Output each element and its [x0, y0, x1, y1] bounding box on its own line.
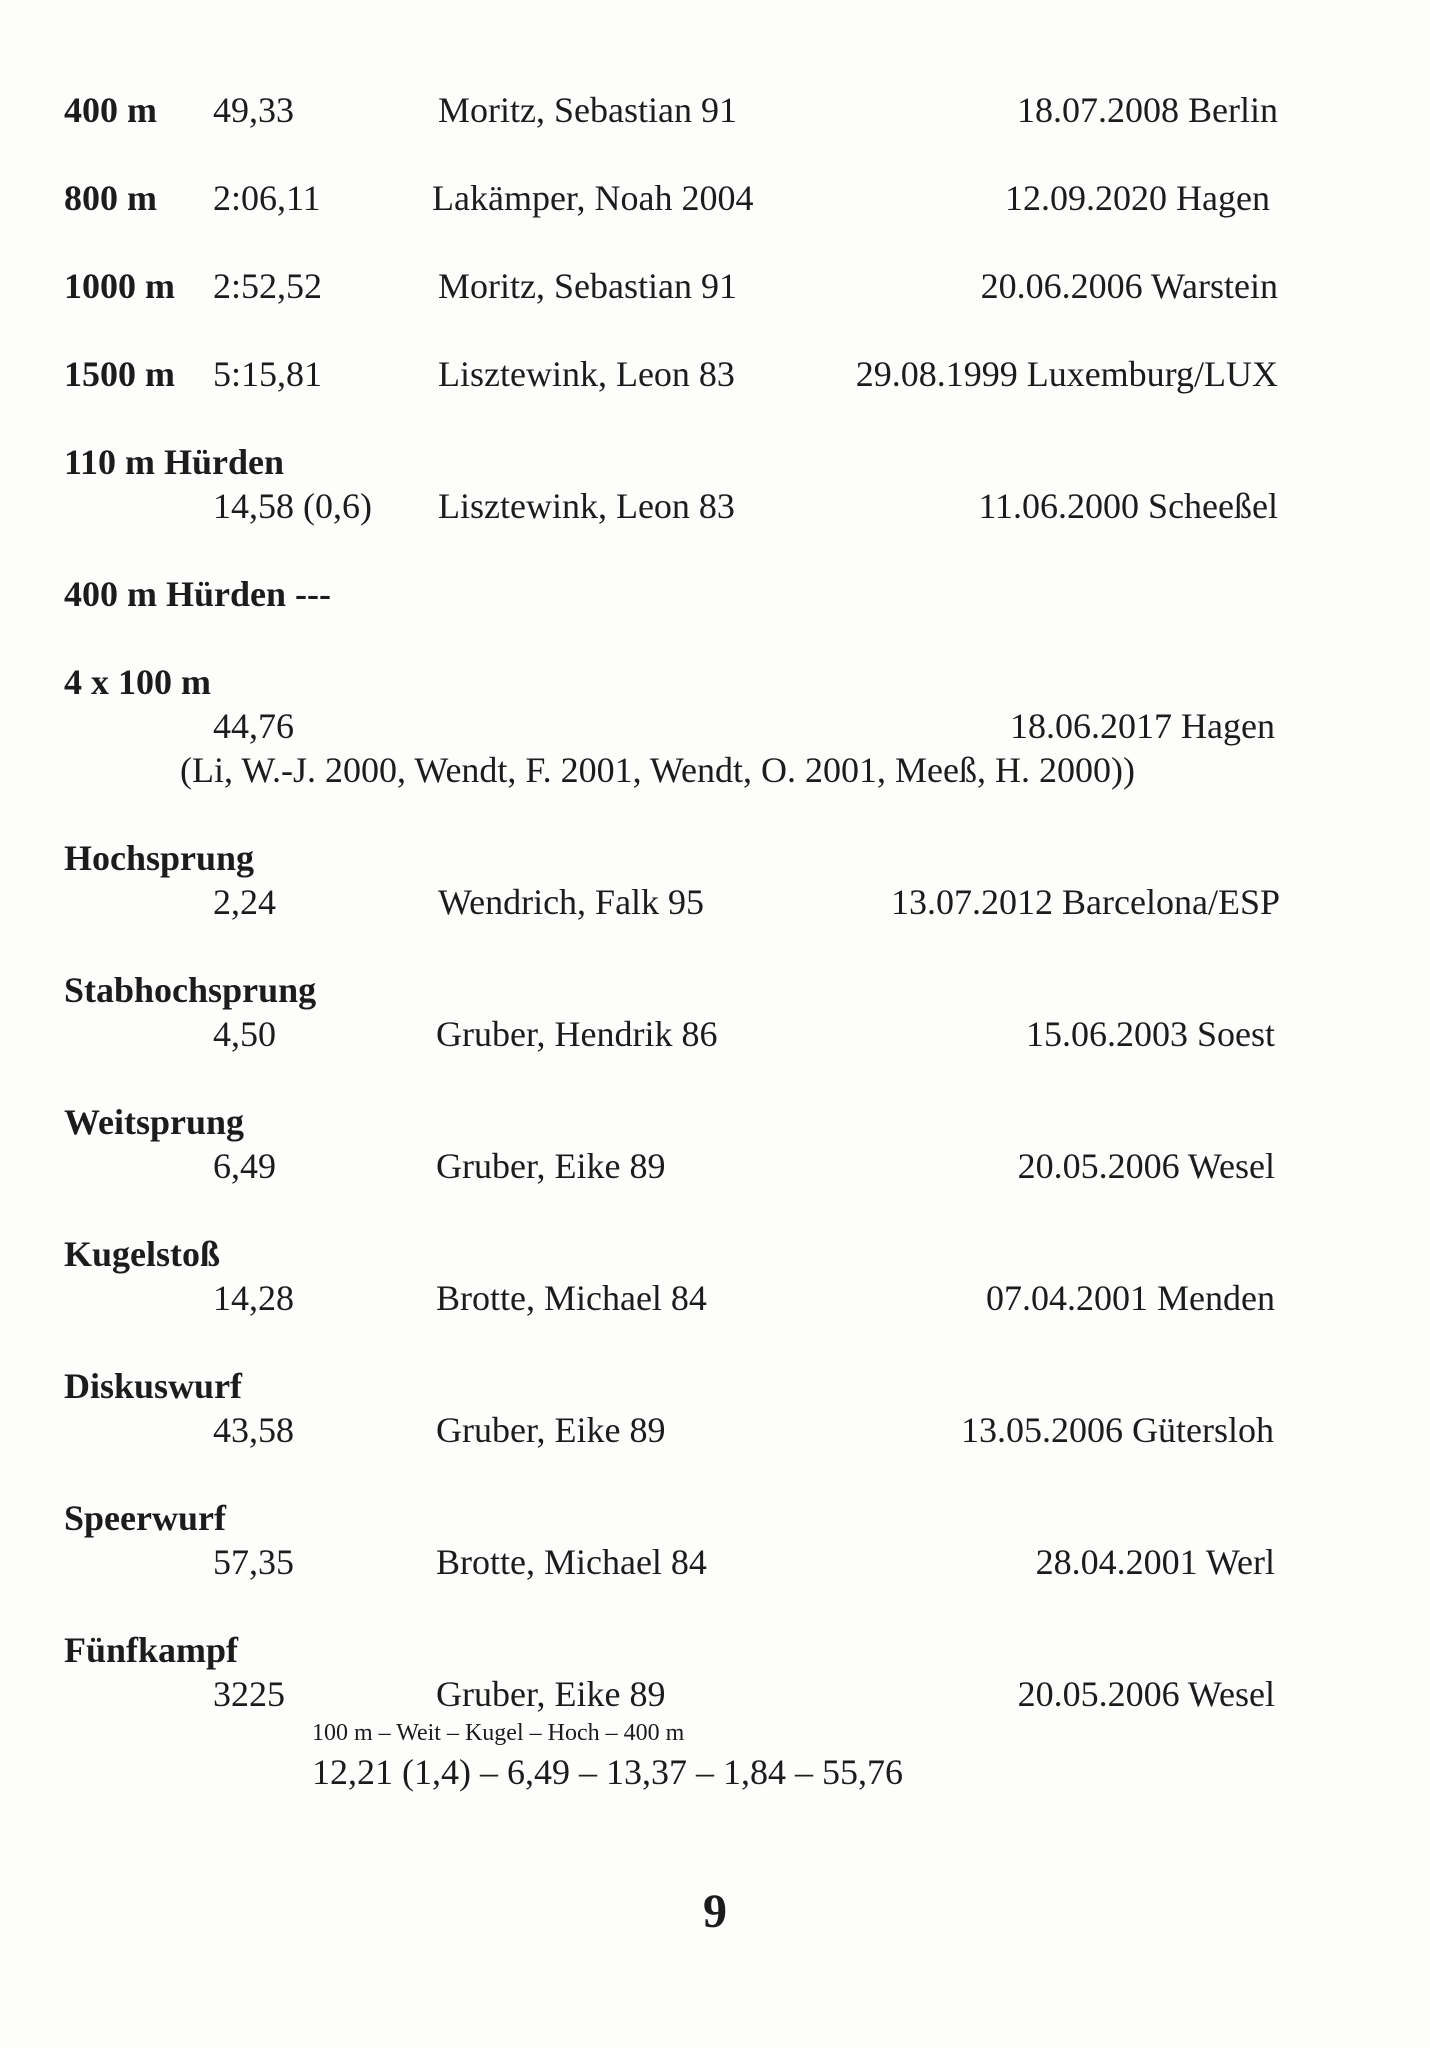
date-place-1500m: 29.08.1999 Luxemburg/LUX — [855, 354, 1278, 394]
event-1500m: 1500 m — [64, 354, 175, 394]
result-diskuswurf: 43,58 — [213, 1410, 294, 1450]
result-weitsprung: 6,49 — [213, 1146, 276, 1186]
athlete-stabhochsprung: Gruber, Hendrik 86 — [436, 1014, 718, 1054]
athlete-1500m: Lisztewink, Leon 83 — [438, 354, 735, 394]
result-speerwurf: 57,35 — [213, 1542, 294, 1582]
result-hochsprung: 2,24 — [213, 882, 276, 922]
date-place-400m: 18.07.2008 Berlin — [1017, 90, 1278, 130]
relay-team: (Li, W.-J. 2000, Wendt, F. 2001, Wendt, O. 2001, Meeß, H. 2000)) — [180, 750, 1135, 790]
athlete-1000m: Moritz, Sebastian 91 — [438, 266, 737, 306]
result-relay: 44,76 — [213, 706, 294, 746]
athlete-speerwurf: Brotte, Michael 84 — [436, 1542, 707, 1582]
date-place-speerwurf: 28.04.2001 Werl — [1035, 1542, 1275, 1582]
result-1000m: 2:52,52 — [213, 266, 323, 306]
event-diskuswurf: Diskuswurf — [64, 1366, 243, 1406]
date-place-weitsprung: 20.05.2006 Wesel — [1017, 1146, 1275, 1186]
event-hochsprung: Hochsprung — [64, 838, 255, 878]
athlete-110m-hurdles: Lisztewink, Leon 83 — [438, 486, 735, 526]
fuenfkampf-disciplines: 100 m – Weit – Kugel – Hoch – 400 m — [312, 1720, 685, 1746]
event-relay: 4 x 100 m — [64, 662, 211, 702]
date-place-hochsprung: 13.07.2012 Barcelona/ESP — [891, 882, 1280, 922]
page-number: 9 — [703, 1885, 727, 1938]
date-place-800m: 12.09.2020 Hagen — [1005, 178, 1270, 218]
date-place-kugelstoss: 07.04.2001 Menden — [986, 1278, 1275, 1318]
event-fuenfkampf: Fünfkampf — [64, 1630, 239, 1670]
event-400m: 400 m — [64, 90, 157, 130]
athlete-fuenfkampf: Gruber, Eike 89 — [436, 1674, 666, 1714]
result-110m-hurdles: 14,58 (0,6) — [213, 486, 372, 526]
event-stabhochsprung: Stabhochsprung — [64, 970, 317, 1010]
date-place-110m-hurdles: 11.06.2000 Scheeßel — [978, 486, 1278, 526]
date-place-stabhochsprung: 15.06.2003 Soest — [1025, 1014, 1275, 1054]
event-kugelstoss: Kugelstoß — [64, 1234, 221, 1274]
date-place-fuenfkampf: 20.05.2006 Wesel — [1017, 1674, 1275, 1714]
athlete-hochsprung: Wendrich, Falk 95 — [438, 882, 705, 922]
athlete-weitsprung: Gruber, Eike 89 — [436, 1146, 666, 1186]
event-110m-hurdles: 110 m Hürden — [64, 442, 285, 482]
result-400m: 49,33 — [213, 90, 294, 130]
event-1000m: 1000 m — [64, 266, 175, 306]
result-1500m: 5:15,81 — [213, 354, 323, 394]
athlete-800m: Lakämper, Noah 2004 — [432, 178, 754, 218]
athlete-kugelstoss: Brotte, Michael 84 — [436, 1278, 707, 1318]
event-800m: 800 m — [64, 178, 157, 218]
event-400m-hurdles: 400 m Hürden --- — [64, 574, 331, 614]
date-place-diskuswurf: 13.05.2006 Gütersloh — [961, 1410, 1274, 1450]
result-800m: 2:06,11 — [213, 178, 321, 218]
result-fuenfkampf: 3225 — [213, 1674, 285, 1714]
event-weitsprung: Weitsprung — [64, 1102, 245, 1142]
date-place-1000m: 20.06.2006 Warstein — [980, 266, 1278, 306]
result-kugelstoss: 14,28 — [213, 1278, 294, 1318]
athlete-400m: Moritz, Sebastian 91 — [438, 90, 737, 130]
date-place-relay: 18.06.2017 Hagen — [1010, 706, 1275, 746]
fuenfkampf-splits: 12,21 (1,4) – 6,49 – 13,37 – 1,84 – 55,76 — [312, 1752, 903, 1792]
athlete-diskuswurf: Gruber, Eike 89 — [436, 1410, 666, 1450]
event-speerwurf: Speerwurf — [64, 1498, 226, 1538]
result-stabhochsprung: 4,50 — [213, 1014, 276, 1054]
